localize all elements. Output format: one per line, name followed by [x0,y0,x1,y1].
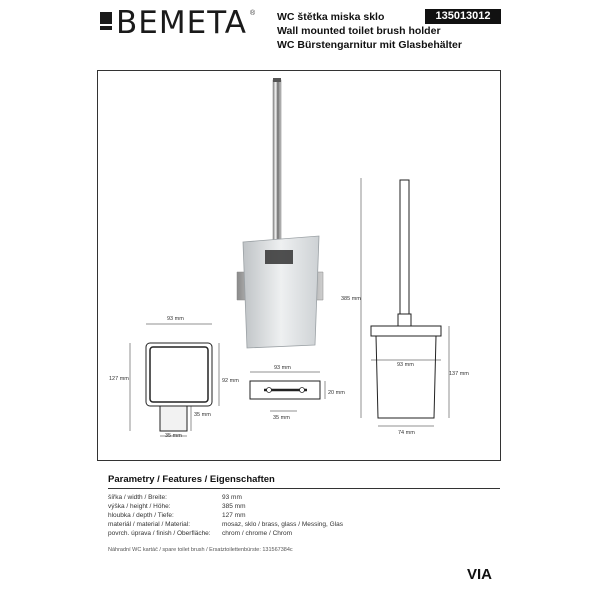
technical-drawing [97,70,501,461]
front-view [130,324,219,436]
parameters-heading: Parametry / Features / Eigenschaften [108,474,275,485]
product-title-cz: WC štětka miska sklo [277,11,385,23]
dim-side-width: 93 mm [397,362,414,368]
param-row [108,512,246,519]
param-row [108,521,344,528]
top-view [250,372,325,411]
product-photo [237,78,323,348]
brand-logo: BEMETA [116,5,247,41]
dim-side-cup-height: 137 mm [449,371,469,377]
dim-plate-height: 92 mm [222,378,239,384]
dim-front-width: 93 mm [167,316,184,322]
dim-side-cup-width: 74 mm [398,430,415,436]
dim-top-width: 93 mm [274,365,291,371]
param-label: šířka / width / Breite: [108,494,167,501]
param-label: povrch. úprava / finish / Oberfläche: [108,530,211,537]
param-label: materiál / material / Material: [108,521,190,528]
dim-stem-width: 35 mm [165,433,182,439]
param-label: hloubka / depth / Tiefe: [108,512,174,519]
param-row [108,494,242,501]
series-name: VIA [467,566,493,583]
registered-mark: ® [250,10,256,17]
param-value: 93 mm [222,494,242,501]
spare-part-note: Náhradní WC kartáč / spare toilet brush / Ersatztoilettenbürste: 131567384c [108,547,293,553]
dim-front-height: 127 mm [109,376,129,382]
parameters-divider [108,488,500,489]
param-value: 385 mm [222,503,246,510]
param-row [108,503,246,510]
logo-bar-icon [100,26,112,30]
product-title-de: WC Bürstengarnitur mit Glasbehälter [277,39,462,51]
param-label: výška / height / Höhe: [108,503,171,510]
param-value: mosaz, sklo / brass, glass / Messing, Glas [222,521,344,528]
product-code-badge: 135013012 [425,9,501,24]
dim-side-height: 385 mm [341,296,361,302]
dim-top-depth: 20 mm [328,390,345,396]
dim-top-stem: 35 mm [273,415,290,421]
logo-square-icon [100,12,112,24]
dim-stem-height: 35 mm [194,412,211,418]
side-view [361,178,449,426]
param-row [108,530,293,537]
product-title-en: Wall mounted toilet brush holder [277,25,441,37]
param-value: 127 mm [222,512,246,519]
param-value: chrom / chrome / Chrom [222,530,293,537]
